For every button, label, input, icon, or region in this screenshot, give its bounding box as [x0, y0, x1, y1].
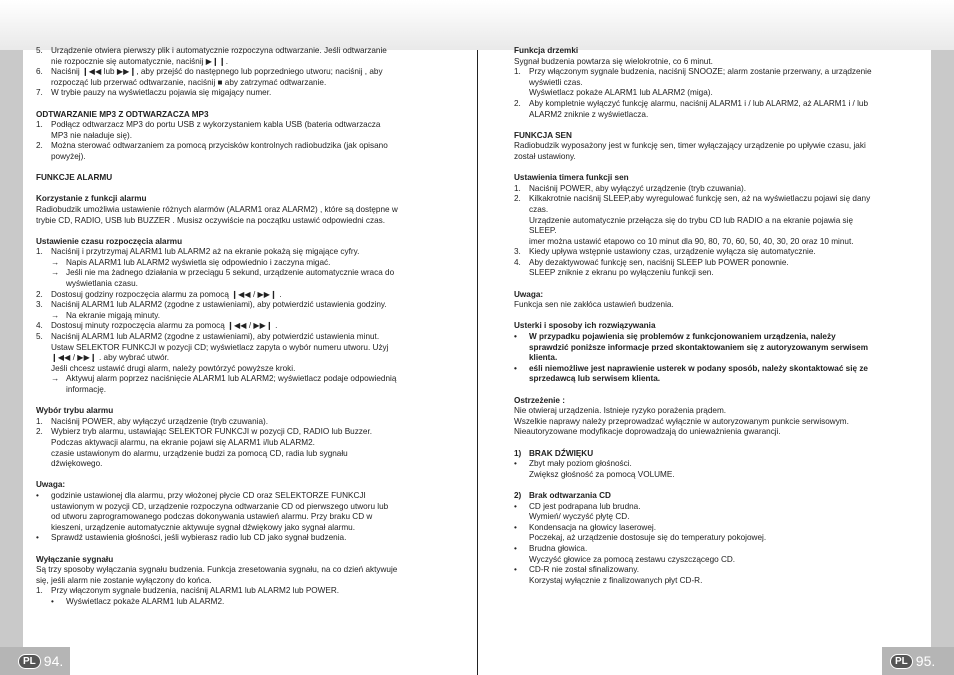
section-heading: FUNKCJE ALARMU — [36, 173, 113, 183]
indented-line: SLEEP. — [529, 226, 557, 236]
list-item — [36, 533, 450, 544]
arrow-item — [36, 258, 450, 269]
list-item — [514, 449, 914, 460]
indented-line: MP3 nie naładuje się). — [51, 130, 133, 140]
indented-line: Ustaw SELEKTOR FUNKCJI w pozycji CD; wyświetlacz zapyta o wybór numeru utworu. Użyj — [51, 342, 389, 352]
spacer — [514, 279, 914, 290]
indented-line: ❙◀◀ / ▶▶❙ . aby wybrać utwór. — [51, 353, 170, 363]
list-item — [36, 88, 450, 99]
section-heading: Ustawienie czasu rozpoczęcia alarmu — [36, 236, 183, 246]
list-item — [36, 586, 450, 597]
list-item — [514, 184, 914, 195]
list-item — [36, 332, 450, 343]
arrow-icon: → — [51, 310, 60, 320]
indented-bold-line: klienta. — [529, 353, 558, 363]
section-heading: Ostrzeżenie : — [514, 395, 565, 405]
list-text: Naciśnij i przytrzymaj ALARM1 lub ALARM2 aż na ekranie pokażą się migające cyfry. — [51, 247, 360, 257]
list-marker: 1. — [36, 416, 43, 426]
paragraph-line: się, jeśli alarm nie zostanie wyłączony do końca. — [36, 575, 212, 585]
paragraph-line: Wszelkie naprawy należy przeprowadzać wyłącznie w autoryzowanym punkcie serwisowym. — [514, 416, 849, 426]
list-item — [514, 544, 914, 555]
section-heading: Wybór trybu alarmu — [36, 406, 114, 416]
list-text: Naciśnij ALARM1 lub ALARM2 (zgodne z ustawieniami), aby potwierdzić ustawienia minut. — [51, 332, 380, 342]
paragraph-line: trybie CD, RADIO, USB lub BUZZER . Musisz oczywiście na początku ustawić odpowiedni czas. — [36, 215, 385, 225]
list-text: Podłącz odtwarzacz MP3 do portu USB z wykorzystaniem kabla USB (bateria odtwarzacza — [51, 120, 381, 130]
arrow-item — [36, 268, 450, 279]
section-heading: Korzystanie z funkcji alarmu — [36, 194, 147, 204]
left-page-column — [36, 46, 450, 607]
arrow-text: Napis ALARM1 lub ALARM2 wyświetla się odpowiednio i zaczyna migać. — [66, 257, 331, 267]
indented-line: powyżej). — [51, 151, 86, 161]
arrow-icon: → — [51, 374, 60, 384]
spacer — [36, 396, 450, 407]
list-item — [36, 417, 450, 428]
arrow-text: Jeśli nie ma żadnego działania w przeciągu 5 sekund, urządzenie automatycznie wraca do — [66, 268, 395, 278]
page-number-right: 95. — [915, 653, 936, 669]
left-margin-bar — [0, 50, 23, 675]
list-item — [514, 364, 914, 375]
list-text: Sprawdź ustawienia głośności, jeśli wybierasz radio lub CD jako sygnał budzenia. — [51, 533, 347, 543]
list-marker: • — [36, 490, 39, 500]
list-item — [514, 502, 914, 513]
indented-line: SLEEP zniknie z ekranu po wyłączeniu funkcji sen. — [529, 268, 714, 278]
list-marker: 1) — [514, 448, 522, 458]
list-item — [514, 332, 914, 343]
list-item — [36, 290, 450, 301]
list-text: CD-R nie został sfinalizowany. — [529, 565, 639, 575]
list-item — [36, 300, 450, 311]
list-marker: 2. — [514, 194, 521, 204]
list-marker: 2. — [36, 427, 43, 437]
indented-line: nie rozpocznie się automatycznie, naciśnij ▶❙❙. — [51, 56, 229, 66]
indented-line: Korzystaj wyłącznie z finalizowanych płyt CD-R. — [529, 575, 703, 585]
list-item — [514, 67, 914, 78]
list-item — [36, 141, 450, 152]
list-text: eśli niemożliwe jest naprawienie usterek w podany sposób, należy skontaktować się ze — [529, 363, 868, 373]
list-marker: • — [514, 522, 517, 532]
list-marker: 1. — [36, 586, 43, 596]
list-marker: 1. — [514, 183, 521, 193]
spacer — [36, 226, 450, 237]
arrow-icon: → — [51, 268, 60, 278]
indented-line: Jeśli chcesz ustawić drugi alarm, należy powtórzyć powyższe kroki. — [51, 363, 296, 373]
left-page-number-box — [0, 647, 70, 675]
paragraph-line: Radiobudzik wyposażony jest w funkcję sen, timer wyłączający urządzenie po upływie czasu, jaki — [514, 141, 866, 151]
arrow-text: Na ekranie migają minuty. — [66, 310, 161, 320]
list-marker: • — [514, 543, 517, 553]
list-marker: 2) — [514, 490, 522, 500]
indented-line: Poczekaj, aż urządzenie dostosuje się do temperatury pokojowej. — [529, 533, 767, 543]
list-marker: 5. — [36, 46, 43, 55]
list-marker: 5. — [36, 332, 43, 342]
list-text: Naciśnij ❙◀◀ lub ▶▶❙, aby przejść do następnego lub poprzedniego utworu; naciśnij , aby — [51, 67, 383, 77]
section-heading: Ustawienia timera funkcji sen — [514, 173, 629, 183]
right-margin-bar — [931, 50, 954, 675]
indented-line: informację. — [66, 385, 107, 394]
paragraph-line: został ustawiony. — [514, 151, 576, 161]
list-item — [36, 491, 450, 502]
section-heading: Usterki i sposoby ich rozwiązywania — [514, 321, 656, 331]
list-text: Przy włączonym sygnale budzenia, naciśnij ALARM1 lub ALARM2 lub POWER. — [51, 586, 340, 596]
indented-line: Wyświetlacz pokaże ALARM1 lub ALARM2 (miga). — [529, 88, 713, 98]
section-heading: FUNKCJA SEN — [514, 130, 572, 140]
section-heading: ODTWARZANIE MP3 Z ODTWARZACZA MP3 — [36, 109, 209, 119]
list-marker: 3. — [514, 247, 521, 257]
list-marker: 2. — [514, 98, 521, 108]
right-page-number-box — [882, 647, 954, 675]
indented-line: Wymień/ wyczyść płytę CD. — [529, 512, 630, 522]
indented-bold-line: sprawdzić poniższe informacje przed skontaktowaniem się z autoryzowanym serwisem — [529, 342, 868, 352]
section-heading: Uwaga: — [514, 289, 544, 299]
list-item — [514, 99, 914, 110]
list-marker: 3. — [36, 300, 43, 310]
list-marker: 7. — [36, 88, 43, 98]
list-text: W trybie pauzy na wyświetlaczu pojawia się migający numer. — [51, 88, 272, 98]
list-text: Kondensacja na głowicy laserowej. — [529, 522, 656, 532]
bullet-marker: • — [51, 596, 54, 606]
spacer — [36, 99, 450, 110]
list-marker: • — [36, 533, 39, 543]
list-marker: 2. — [36, 289, 43, 299]
sub-bullet-item — [36, 597, 450, 608]
list-marker: 4. — [36, 321, 43, 331]
page-divider — [477, 50, 478, 675]
list-text: Wybierz tryb alarmu, ustawiając SELEKTOR FUNKCJI w pozycji CD, RADIO lub Buzzer. — [51, 427, 372, 437]
paragraph-line: Są trzy sposoby wyłączania sygnału budzenia. Funkcja zresetowania sygnału, na co dzień aktywuje — [36, 565, 398, 575]
spacer — [514, 311, 914, 322]
section-heading: Wyłączanie sygnału — [36, 554, 114, 564]
list-marker: • — [514, 565, 517, 575]
list-item — [36, 247, 450, 258]
list-text: Naciśnij POWER, aby wyłączyć urządzenie (tryb czuwania). — [529, 183, 747, 193]
list-text: BRAK DŹWIĘKU — [529, 448, 594, 458]
list-marker: • — [514, 459, 517, 469]
section-heading: Funkcja drzemki — [514, 46, 579, 55]
list-marker: 1. — [514, 67, 521, 77]
indented-line: dźwiękowego. — [51, 459, 103, 469]
list-text: Naciśnij ALARM1 lub ALARM2 (zgodne z ustawieniami), aby potwierdzić ustawienia godziny. — [51, 300, 387, 310]
list-marker: 6. — [36, 67, 43, 77]
spacer — [514, 385, 914, 396]
list-text: Zbyt mały poziom głośności. — [529, 459, 632, 469]
arrow-text: Aktywuj alarm poprzez naciśnięcie ALARM1 lub ALARM2; wyświetlacz podaje odpowiednią — [66, 374, 397, 384]
list-item — [36, 67, 450, 78]
top-band — [0, 0, 954, 50]
spacer — [36, 470, 450, 481]
indented-line: od utworu zaprogramowanego podczas dokonywania ustawień alarmu. Przy braku CD w — [51, 512, 373, 522]
spacer — [36, 163, 450, 174]
list-text: CD jest podrapana lub brudna. — [529, 501, 641, 511]
list-text: Urządzenie otwiera pierwszy plik i automatycznie rozpoczyna odtwarzanie. Jeśli odtwarzanie — [51, 46, 387, 55]
indented-line: wyświetlania czasu. — [66, 279, 138, 289]
list-item — [36, 321, 450, 332]
list-text: Przy włączonym sygnale budzenia, naciśnij SNOOZE; alarm zostanie przerwany, a urządzenie — [529, 67, 872, 77]
spacer — [36, 184, 450, 195]
indented-line: ustawionym w pozycji CD, urządzenie rozpoczyna odtwarzanie CD od pierwszego utworu lub — [51, 501, 389, 511]
indented-line: kieszeni, urządzenie automatycznie aktywuje sygnał dźwiękowy jako sygnał alarmu. — [51, 522, 355, 532]
list-item — [36, 427, 450, 438]
spacer — [514, 480, 914, 491]
list-text: W przypadku pojawienia się problemów z funkcjonowaniem urządzenia, należy — [529, 332, 836, 342]
arrow-icon: → — [51, 257, 60, 267]
indented-line: Zwiększ głośność za pomocą VOLUME. — [529, 469, 675, 479]
indented-line: Urządzenie automatycznie przełącza się do trybu CD lub RADIO a na ekranie pojawia się — [529, 215, 854, 225]
list-marker: • — [514, 363, 517, 373]
paragraph-line: Funkcja sen nie zakłóca ustawień budzenia. — [514, 300, 674, 310]
indented-line: ALARM2 zniknie z wyświetlacza. — [529, 109, 649, 119]
list-item — [514, 523, 914, 534]
paragraph-line: Nieautoryzowane modyfikacje doprowadzają do unieważnienia gwarancji. — [514, 427, 781, 437]
indented-bold-line: sprzedawcą lub serwisem klienta. — [529, 374, 661, 384]
list-text: Aby kompletnie wyłączyć funkcję alarmu, naciśnij ALARM1 i / lub ALARM2, aż ALARM1 i / lub — [529, 98, 869, 108]
list-item — [36, 120, 450, 131]
list-item — [514, 247, 914, 258]
spacer — [514, 163, 914, 174]
list-text: godzinie ustawionej dla alarmu, przy włożonej płycie CD oraz SELEKTORZE FUNKCJI — [51, 490, 366, 500]
indented-line: Wyczyść głowice za pomocą zestawu czyszczącego CD. — [529, 554, 736, 564]
right-page-column — [514, 46, 914, 586]
paragraph-line: Sygnał budzenia powtarza się wielokrotnie, co 6 minut. — [514, 56, 713, 66]
list-item — [514, 491, 914, 502]
list-text: Brak odtwarzania CD — [529, 490, 611, 500]
indented-line: wyświetli czas. — [529, 77, 583, 87]
paragraph-line: Radiobudzik umożliwia ustawienie różnych alarmów (ALARM1 oraz ALARM2) , które są dostępne w — [36, 204, 398, 214]
list-marker: 1. — [36, 247, 43, 257]
list-text: Naciśnij POWER, aby wyłączyć urządzenie (tryb czuwania). — [51, 416, 269, 426]
list-marker: 1. — [36, 120, 43, 130]
list-text: Brudna głowica. — [529, 543, 588, 553]
list-item — [36, 46, 450, 57]
spacer — [514, 120, 914, 131]
list-marker: • — [514, 501, 517, 511]
list-text: Kilkakrotnie naciśnij SLEEP,aby wyregulować funkcję sen, aż na wyświetlaczu pojawi się dany — [529, 194, 871, 204]
indented-line: czasie ustawionym do alarmu, urządzenie budzi za pomocą CD, radia lub sygnału — [51, 448, 348, 458]
list-text: Można sterować odtwarzaniem za pomocą przycisków kontrolnych radiobudzika (jak opisano — [51, 141, 388, 151]
arrow-item — [36, 311, 450, 322]
paragraph-line: Nie otwieraj urządzenia. Istnieje ryzyko porażenia prądem. — [514, 406, 727, 416]
list-item — [514, 459, 914, 470]
list-text: Aby dezaktywować funkcję sen, naciśnij SLEEP lub POWER ponownie. — [529, 257, 789, 267]
section-heading: Uwaga: — [36, 480, 66, 490]
indented-line: imer można ustawić etapowo co 10 minut dla 90, 80, 70, 60, 50, 40, 30, 20 oraz 10 minut. — [529, 236, 854, 246]
language-badge-left: PL — [18, 654, 41, 669]
list-marker: 4. — [514, 257, 521, 267]
language-badge-right: PL — [890, 654, 913, 669]
list-text: Dostosuj godziny rozpoczęcia alarmu za pomocą ❙◀◀ / ▶▶❙ . — [51, 289, 282, 299]
indented-line: czas. — [529, 204, 549, 214]
sub-bullet-text: Wyświetlacz pokaże ALARM1 lub ALARM2. — [66, 596, 225, 606]
list-text: Dostosuj minuty rozpoczęcia alarmu za pomocą ❙◀◀ / ▶▶❙ . — [51, 321, 278, 331]
list-item — [514, 258, 914, 269]
indented-line: rozpocząć lub przerwać odtwarzanie, naciśnij ■ aby zatrzymać odtwarzanie. — [51, 77, 327, 87]
list-marker: 2. — [36, 141, 43, 151]
page-number-left: 94. — [43, 653, 64, 669]
spacer — [514, 438, 914, 449]
list-item — [514, 565, 914, 576]
list-item — [514, 194, 914, 205]
arrow-item — [36, 374, 450, 385]
list-text: Kiedy upływa wstępnie ustawiony czas, urządzenie wyłącza się automatycznie. — [529, 247, 816, 257]
list-marker: • — [514, 332, 517, 342]
spacer — [36, 544, 450, 555]
indented-line: Podczas aktywacji alarmu, na ekranie pojawi się ALARM1 i/lub ALARM2. — [51, 437, 315, 447]
